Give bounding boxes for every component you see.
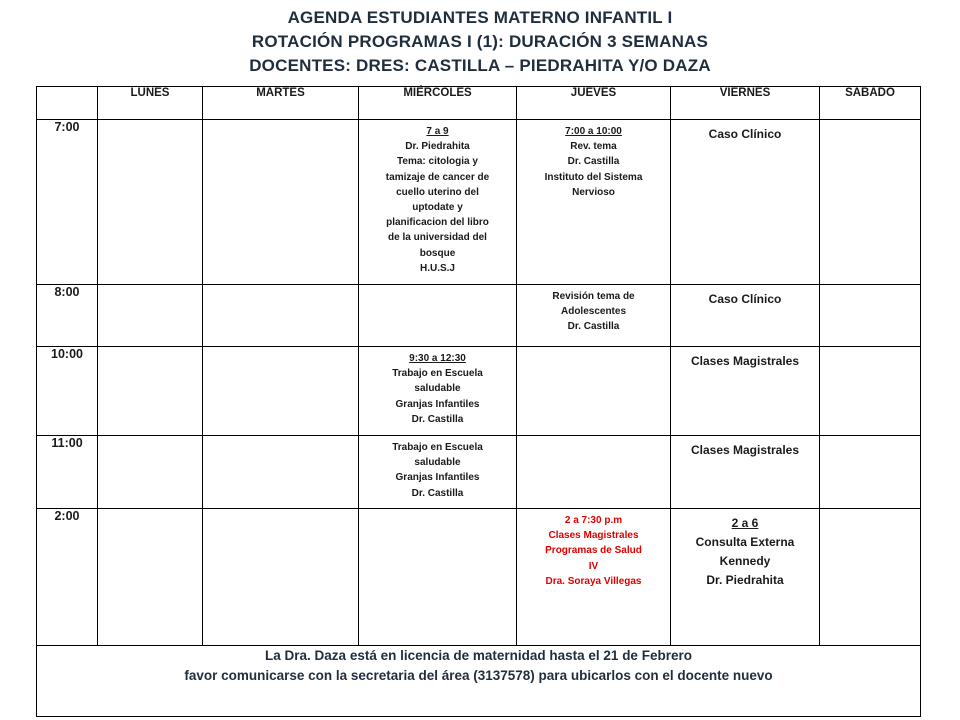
- schedule-cell: [517, 347, 671, 436]
- schedule-cell: [359, 347, 517, 436]
- schedule-cell: [203, 347, 359, 436]
- event-line: Dr. Castilla: [411, 487, 464, 499]
- day-header-row: [37, 87, 921, 120]
- schedule-cell: [820, 509, 921, 646]
- event-caso-clinico: [671, 285, 819, 309]
- event-rev-tema: [517, 120, 670, 200]
- schedule-cell: [517, 120, 671, 285]
- event-line: Dr. Castilla: [567, 156, 620, 168]
- schedule-cell: [820, 285, 921, 347]
- event-line: IV: [588, 560, 599, 572]
- event-line: 2 a 7:30 p.m: [564, 515, 623, 526]
- event-line: H.U.S.J: [419, 262, 455, 274]
- note-line-1: La Dra. Daza está en licencia de maternidad hasta el 21 de Febrero: [265, 648, 692, 663]
- event-consulta-externa: [671, 509, 819, 590]
- event-line: Dr. Piedrahita: [706, 573, 784, 587]
- schedule-cell: [671, 120, 820, 285]
- schedule-cell: [359, 509, 517, 646]
- schedule-cell: [98, 347, 203, 436]
- event-line: Clases Magistrales: [690, 354, 800, 368]
- time-label: 7:00: [37, 120, 98, 285]
- time-row-8: [37, 285, 921, 347]
- event-line: Caso Clínico: [708, 292, 782, 306]
- event-line: tamizaje de cancer de: [385, 171, 490, 183]
- event-citologia: [359, 120, 516, 276]
- event-line: Adolescentes: [560, 306, 627, 318]
- event-line: saludable: [414, 383, 461, 395]
- time-column-header: [37, 87, 98, 120]
- event-time: 7 a 9: [426, 126, 449, 137]
- time-label: 11:00: [37, 436, 98, 509]
- schedule-cell: [203, 436, 359, 509]
- event-line: Instituto del Sistema: [544, 171, 643, 183]
- event-line: planificacion del libro: [386, 217, 489, 229]
- day-header-martes: MARTES: [203, 87, 359, 120]
- time-label: 10:00: [37, 347, 98, 436]
- schedule-cell: [98, 120, 203, 285]
- event-line: Tema: citologia y: [397, 156, 478, 168]
- schedule-cell: [820, 347, 921, 436]
- schedule-cell: [820, 120, 921, 285]
- event-programas-salud: [517, 509, 670, 589]
- event-line: Dra. Soraya Villegas: [545, 575, 642, 587]
- schedule-cell: [98, 285, 203, 347]
- day-header-sabado: SABADO: [820, 87, 921, 120]
- schedule-cell: [517, 436, 671, 509]
- event-line: de la universidad del: [388, 232, 487, 244]
- schedule-cell: [359, 285, 517, 347]
- schedule-cell: [359, 436, 517, 509]
- event-line: Granjas Infantiles: [395, 472, 480, 484]
- event-line: Rev. tema: [570, 141, 617, 153]
- event-line: Caso Clínico: [708, 127, 782, 141]
- day-header-jueves: JUEVES: [517, 87, 671, 120]
- event-clases-magistrales: [671, 347, 819, 371]
- time-row-14: [37, 509, 921, 646]
- schedule-cell: [203, 509, 359, 646]
- day-header-viernes: VIERNES: [671, 87, 820, 120]
- schedule-cell: [203, 285, 359, 347]
- note-line-2: favor comunicarse con la secretaria del área (3137578) para ubicarlos con el docente nuevo: [184, 668, 773, 683]
- schedule-cell: [517, 509, 671, 646]
- schedule-cell: [820, 436, 921, 509]
- day-header-lunes: LUNES: [98, 87, 203, 120]
- event-line: Trabajo en Escuela: [392, 368, 483, 380]
- schedule-table: [36, 86, 921, 717]
- event-line: Trabajo en Escuela: [392, 442, 483, 453]
- event-clases-magistrales: [671, 436, 819, 460]
- schedule-cell: [98, 509, 203, 646]
- time-row-10: [37, 347, 921, 436]
- event-time: 7:00 a 10:00: [565, 126, 622, 137]
- event-line: Revisión tema de: [552, 291, 635, 302]
- event-escuela-saludable: [359, 347, 516, 427]
- event-caso-clinico: [671, 120, 819, 144]
- event-line: bosque: [419, 247, 456, 259]
- note-row: [37, 646, 921, 717]
- time-label: 2:00: [37, 509, 98, 646]
- schedule-cell: [517, 285, 671, 347]
- agenda-header: [0, 6, 960, 78]
- schedule-cell: [203, 120, 359, 285]
- event-line: Dr. Castilla: [567, 321, 620, 333]
- schedule-cell: [671, 285, 820, 347]
- event-line: Dr. Castilla: [411, 413, 464, 425]
- event-line: Nervioso: [572, 186, 615, 198]
- event-line: Clases Magistrales: [548, 530, 639, 542]
- event-time: 9:30 a 12:30: [409, 353, 466, 364]
- event-line: uptodate y: [412, 202, 463, 214]
- day-header-miercoles: MIÉRCOLES: [359, 87, 517, 120]
- schedule-cell: [359, 120, 517, 285]
- event-line: cuello uterino del: [396, 186, 479, 198]
- title-line-1: AGENDA ESTUDIANTES MATERNO INFANTIL I: [287, 8, 673, 27]
- event-line: Consulta Externa: [695, 535, 795, 549]
- schedule-cell: [671, 509, 820, 646]
- time-row-7: [37, 120, 921, 285]
- title-line-2: ROTACIÓN PROGRAMAS I (1): DURACIÓN 3 SEMANAS: [251, 32, 709, 51]
- time-label: 8:00: [37, 285, 98, 347]
- schedule-cell: [671, 436, 820, 509]
- event-line: Programas de Salud: [545, 545, 642, 557]
- event-line: Clases Magistrales: [690, 443, 800, 457]
- event-line: saludable: [414, 457, 461, 469]
- event-line: Granjas Infantiles: [395, 398, 480, 410]
- title-line-3: DOCENTES: DRES: CASTILLA – PIEDRAHITA Y/O DAZA: [249, 56, 711, 75]
- event-line: Dr. Piedrahita: [405, 141, 470, 153]
- event-escuela-saludable: [359, 436, 516, 501]
- event-time: 2 a 6: [731, 516, 759, 530]
- schedule-cell: [98, 436, 203, 509]
- event-adolescentes: [517, 285, 670, 335]
- footer-note: [37, 646, 921, 717]
- event-line: Kennedy: [719, 554, 771, 568]
- schedule-cell: [671, 347, 820, 436]
- time-row-11: [37, 436, 921, 509]
